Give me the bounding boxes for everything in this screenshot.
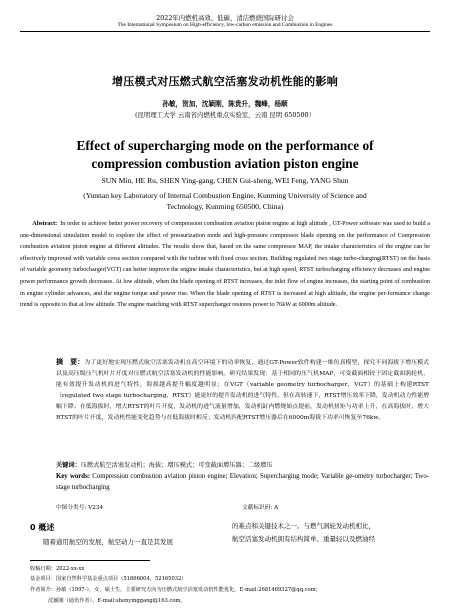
- abstract-cn-label: 摘 要：: [56, 357, 85, 366]
- classification-line: [56, 502, 429, 511]
- keywords-en: [56, 472, 429, 494]
- title-cn: 增压模式对压燃式航空活塞发动机性能的影响: [112, 75, 338, 88]
- keywords-cn: [56, 460, 429, 471]
- authors-en: SUN Min, HE Ru, SHEN Ying-gang, CHEN Gui-sheng, WEI Feng, YANG Shun: [101, 176, 349, 185]
- affiliation-en-line-2: Technology, Kunming 650500, China): [166, 202, 284, 211]
- document-code: 文献标识码: A: [242, 505, 279, 511]
- affiliation-en-line-1: (Yunnan key Laboratory of Internal Combustion Engine, Kunming University of Science and: [83, 191, 367, 200]
- footnote-author: 作者简介：孙敏（1997-），女，硕士生，主要研究方向为压燃式航空活塞发动机性能优化，E-mail:2681469327@qq.com;: [30, 587, 318, 593]
- keywords-en-label: Key words:: [56, 473, 90, 480]
- affiliation-en: [0, 190, 450, 212]
- footnote-contact: 沈颖刚（通讯作者），E-mail:shenyinggang@163.com。: [48, 598, 186, 604]
- body-right-column: [232, 520, 430, 546]
- keywords-cn-text: 压燃式航空活塞发动机；海拔；增压模式；可变截面增压器；二级增压: [80, 462, 273, 469]
- title-en-line-2: compression combustion aviation piston engine: [91, 156, 359, 171]
- body-left-column: 随着通用航空的发展，航空动力一直是其发展: [43, 538, 173, 546]
- title-en: [0, 137, 450, 173]
- header-rule: [20, 31, 430, 32]
- abstract-en-label: Abstract:: [32, 221, 58, 227]
- abstract-cn: [56, 356, 429, 425]
- keywords-en-text: Compression combustion aviation piston engine; Elevation; Supercharging mode; Variable ge-ometry turbocharger; Two-stage turbocharging: [56, 473, 429, 491]
- running-header-cn: 2022年内燃机高效、低碳、清洁燃烧国际研讨会: [156, 14, 294, 22]
- footnote-received: 收稿日期：2022-xx-xx: [30, 566, 85, 572]
- body-right-line-1: 的难点和关键技术之一。与燃气涡轮发动机相比，: [232, 522, 375, 530]
- running-header-en: The International Symposium on High-efficiency, low-carbon emission and Combustion in Engines: [117, 22, 333, 28]
- body-right-line-2: 航空活塞发动机拥有结构简单、重量轻以及燃油经: [232, 535, 375, 543]
- section-heading: 0 概述: [30, 523, 55, 532]
- authors-cn: 孙敏，贺加，沈颖刚，陈贵升，魏峰，杨顺: [162, 100, 288, 108]
- footnote-rule: [30, 560, 150, 561]
- affiliation-cn: (昆明理工大学 云南省内燃机重点实验室，云南 昆明 650500）: [135, 111, 315, 119]
- abstract-cn-text: 为了更好地实现压燃式航空活塞发动机在高空环境下的功率恢复，通过GT-Power软件构建一维仿真模型，探究不同海拔下增压模式以及高压级压气机叶片开度对压燃式航空活塞发动机的性能影响。研究结果发现：基于相同的压气机MAP，可变截面相较于固定截面涡轮机，能有效提升发动机的进气特性，海拔越高提升幅度越明显；在VGT（variable geometry turbocharger，VGT）的基础上构建RTST（regulated two stage turbocharging，RTST）能更好的提升发动机的进气特性，但在高转速下，RTST增压效率下降，发动机动力性能增幅下降；在低海拔时，增大RTST的叶片开度，发动机的进气流量增加，发动机缸内燃烧始点提前，发动机扭矩与功率上升，在高海拔时，增大RTST的叶片开度，发动机性能变化趋势与在低海拔时相反；发动机匹配RTST增压器后在6000m海拔下功率可恢复至76kw。: [56, 360, 430, 422]
- abstract-en: [20, 219, 430, 312]
- keywords-cn-label: 关键词：: [56, 462, 81, 469]
- abstract-en-text: In order to achieve better power recovery of compression combustion aviation piston engine at high altitude , GT-Power software was used to build a one-dimensional simulation model to explore the effect of pressurization mode and high-pressure compressor blade opening on the performance of Compression combustion aviation piston engine at different altitudes. The results show that, based on the same compressor MAP, the intake characteristics of the engine can be effectively improved with variable cross section compared with the turbine with fixed cross section. Building regulated two stage turbo-charging(RTST) on the basis of variable geometry turbocharger(VGT) can better improve the engine intake characteristics, but at high speed, RTST turbocharging efficiency decreases and engine power performance growth decreases. At low altitude, when the blade opening of RTST increases, the inlet flow of engine increases, the starting point of combustion in engine cylinder advances, and the engine torque and power rise. When the blade opening of RTST is increased at high altitude, the engine per-formance change trend is opposite to that at low altitude. The engine matching with RTST supercharger restores power to 76kW at 6000m altitude.: [20, 221, 430, 309]
- title-en-line-1: Effect of supercharging mode on the performance of: [76, 138, 374, 153]
- clc-number: 中图分类号: V234: [56, 505, 104, 511]
- footnote-fund: 基金项目：国家自然科学基金重点项目（51866004，52165032）: [30, 576, 187, 582]
